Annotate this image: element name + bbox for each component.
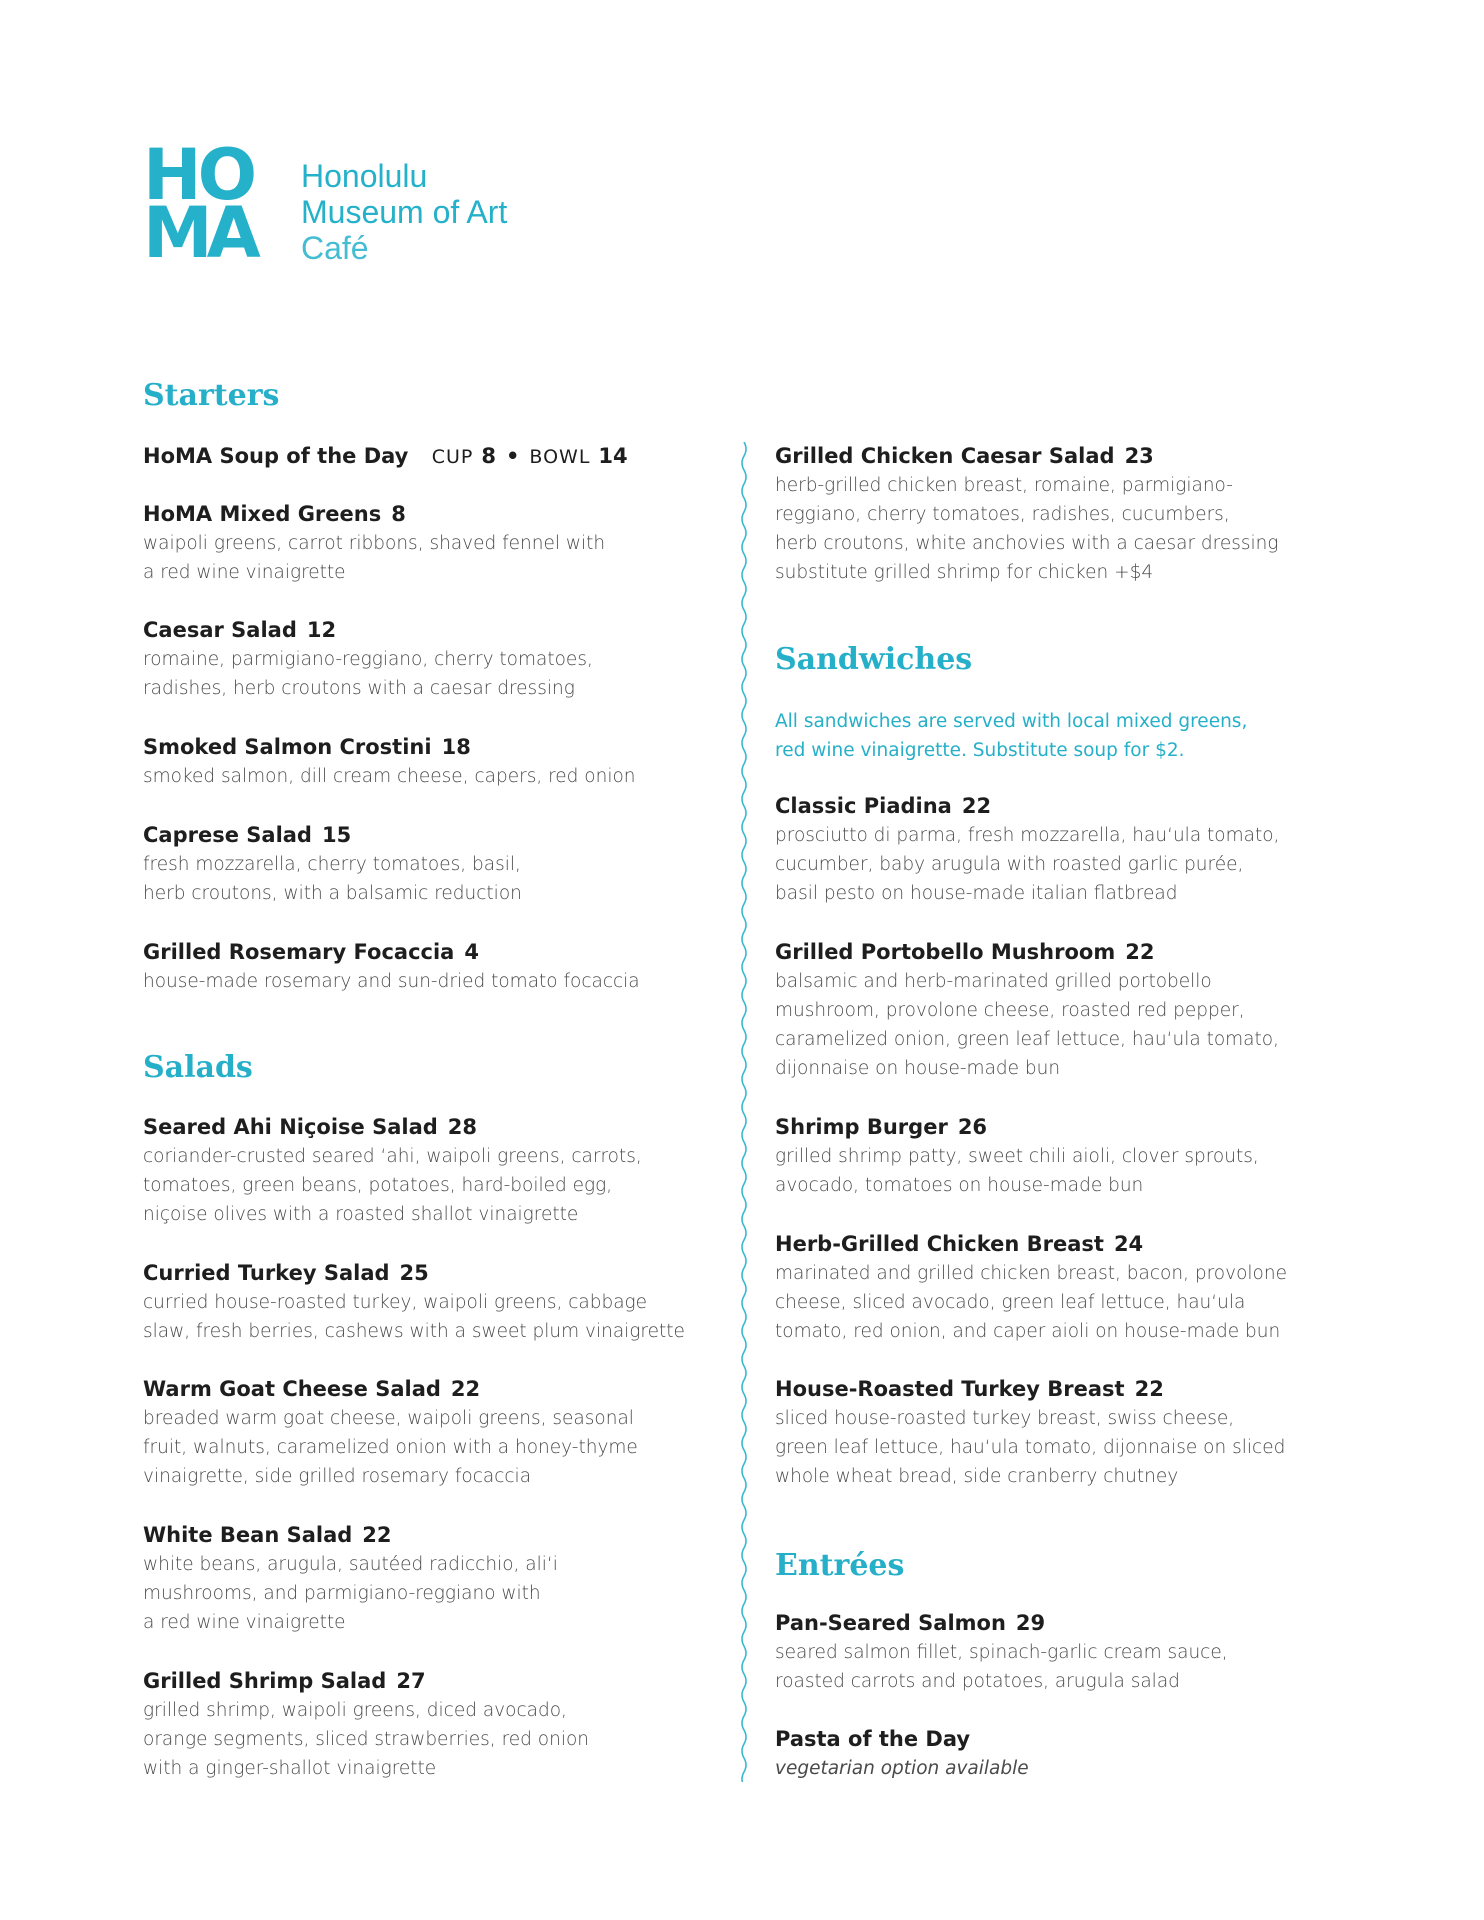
item-name: Seared Ahi Niçoise Salad (143, 1115, 438, 1139)
item-name: Pan-Seared Salmon (775, 1611, 1006, 1635)
item-name: Shrimp Burger (775, 1115, 948, 1139)
item-name: Curried Turkey Salad (143, 1261, 390, 1285)
homa-logo (143, 134, 508, 274)
menu-item (143, 821, 723, 908)
menu-item (775, 1230, 1375, 1346)
menu-item (143, 616, 723, 703)
item-description: balsamic and herb-marinated grilled portobello mushroom, provolone cheese, roasted red pepper, caramelized onion, green leaf lettuce, hau‘ula tomato, dijonnaise on house-made bun (775, 971, 1279, 1079)
item-price: 27 (396, 1669, 426, 1693)
item-name: House-Roasted Turkey Breast (775, 1377, 1125, 1401)
item-description: grilled shrimp, waipoli greens, diced avocado, orange segments, sliced strawberries, red onion with a ginger-shallot vinaigrette (143, 1700, 590, 1779)
item-name: Caprese Salad (143, 823, 312, 847)
logo-mark-line-1: HO (143, 134, 254, 216)
item-price: 24 (1113, 1232, 1144, 1256)
menu-item (143, 938, 723, 996)
item-price: 22 (1125, 940, 1155, 964)
menu-item (775, 1375, 1375, 1491)
item-price: 25 (399, 1261, 429, 1285)
item-price: 26 (957, 1115, 988, 1139)
logo-wordmark (301, 158, 507, 266)
item-description: white beans, arugula, sautéed radicchio, ali‘i mushrooms, and parmigiano-reggiano with a red wine vinaigrette (143, 1554, 558, 1633)
item-description: seared salmon fillet, spinach-garlic cream sauce, roasted carrots and potatoes, arugula salad (775, 1642, 1228, 1692)
item-name: Smoked Salmon Crostini (143, 735, 432, 759)
item-name: Grilled Rosemary Focaccia (143, 940, 455, 964)
menu-item (775, 442, 1375, 587)
soup-cup-price: 8 (481, 444, 496, 468)
item-name: Herb-Grilled Chicken Breast (775, 1232, 1104, 1256)
item-name: Classic Piadina (775, 794, 952, 818)
item-price: 4 (464, 940, 479, 964)
homa-logo-mark (143, 134, 273, 274)
item-price: 18 (441, 735, 471, 759)
item-name: Grilled Shrimp Salad (143, 1669, 387, 1693)
item-description: grilled shrimp patty, sweet chili aioli, clover sprouts, avocado, tomatoes on house-made bun (775, 1146, 1259, 1196)
item-description: marinated and grilled chicken breast, bacon, provolone cheese, sliced avocado, green leaf lettuce, hau‘ula tomato, red onion, and caper aioli on house-made bun (775, 1263, 1287, 1342)
menu-item (143, 1667, 723, 1783)
item-description: smoked salmon, dill cream cheese, capers, red onion (143, 766, 636, 787)
item-description: romaine, parmigiano-reggiano, cherry tomatoes, radishes, herb croutons with a caesar dressing (143, 649, 593, 699)
column-divider (738, 442, 750, 1782)
logo-mark-line-2: MA (143, 192, 255, 274)
section-title-starters: Starters (143, 378, 280, 413)
logo-name-line-1: Honolulu (301, 158, 428, 194)
menu-item (143, 1375, 723, 1491)
item-description: breaded warm goat cheese, waipoli greens, seasonal fruit, walnuts, caramelized onion with a honey-thyme vinaigrette, side grilled rosemary focaccia (143, 1408, 638, 1487)
soup-bowl-label: BOWL (529, 446, 591, 468)
menu-item (775, 792, 1375, 908)
item-name: HoMA Soup of the Day (143, 444, 409, 468)
item-price: 12 (306, 618, 337, 642)
soup-bowl-price: 14 (598, 444, 628, 468)
logo-name-line-2: Museum of Art (301, 194, 508, 230)
item-description: sliced house-roasted turkey breast, swiss cheese, green leaf lettuce, hau‘ula tomato, dijonnaise on sliced whole wheat bread, side cranberry chutney (775, 1408, 1286, 1487)
item-description: fresh mozzarella, cherry tomatoes, basil, herb croutons, with a balsamic reduction (143, 854, 522, 904)
menu-item-soup (143, 442, 723, 472)
item-price: 29 (1015, 1611, 1046, 1635)
menu-item (143, 500, 723, 587)
item-description: herb-grilled chicken breast, romaine, parmigiano- reggiano, cherry tomatoes, radishes, cucumbers, herb croutons, white anchovies with a caesar dressing substitute grilled shrimp for chicken +$4 (775, 475, 1279, 583)
menu-item (775, 1725, 1375, 1783)
item-name: White Bean Salad (143, 1523, 353, 1547)
item-description: prosciutto di parma, fresh mozzarella, hau‘ula tomato, cucumber, baby arugula with roasted garlic purée, basil pesto on house-made italian flatbread (775, 825, 1280, 904)
item-price: 22 (450, 1377, 481, 1401)
logo-name-line-3: Café (301, 230, 369, 266)
menu-item (775, 1113, 1375, 1200)
item-price: 28 (447, 1115, 478, 1139)
sandwiches-note: All sandwiches are served with local mixed greens, red wine vinaigrette. Substitute soup for $2. (775, 711, 1248, 761)
section-title-entrees: Entrées (775, 1548, 905, 1583)
item-price: 22 (1134, 1377, 1164, 1401)
soup-cup-label: CUP (431, 446, 474, 468)
item-description: waipoli greens, carrot ribbons, shaved fennel with a red wine vinaigrette (143, 533, 606, 583)
soup-separator: • (505, 444, 520, 468)
item-name: Grilled Portobello Mushroom (775, 940, 1116, 964)
menu-item (775, 938, 1375, 1083)
item-price: 22 (961, 794, 992, 818)
item-description: coriander-crusted seared ‘ahi, waipoli greens, carrots, tomatoes, green beans, potatoes, hard-boiled egg, niçoise olives with a roasted shallot vinaigrette (143, 1146, 642, 1225)
item-description: curried house-roasted turkey, waipoli greens, cabbage slaw, fresh berries, cashews with a sweet plum vinaigrette (143, 1292, 685, 1342)
section-title-salads: Salads (143, 1050, 253, 1085)
menu-item (775, 1609, 1375, 1696)
item-name: HoMA Mixed Greens (143, 502, 382, 526)
menu-item (143, 1521, 723, 1637)
menu-item (143, 733, 723, 791)
item-name: Warm Goat Cheese Salad (143, 1377, 441, 1401)
item-price: 15 (321, 823, 352, 847)
item-name: Pasta of the Day (775, 1727, 971, 1751)
item-price: 22 (362, 1523, 392, 1547)
menu-item (143, 1113, 723, 1229)
menu-item (143, 1259, 723, 1346)
item-price: 8 (391, 502, 406, 526)
item-name: Grilled Chicken Caesar Salad (775, 444, 1115, 468)
item-price: 23 (1124, 444, 1154, 468)
item-description: house-made rosemary and sun-dried tomato focaccia (143, 971, 640, 992)
item-name: Caesar Salad (143, 618, 297, 642)
section-title-sandwiches: Sandwiches (775, 642, 973, 677)
item-description: vegetarian option available (775, 1758, 1029, 1779)
